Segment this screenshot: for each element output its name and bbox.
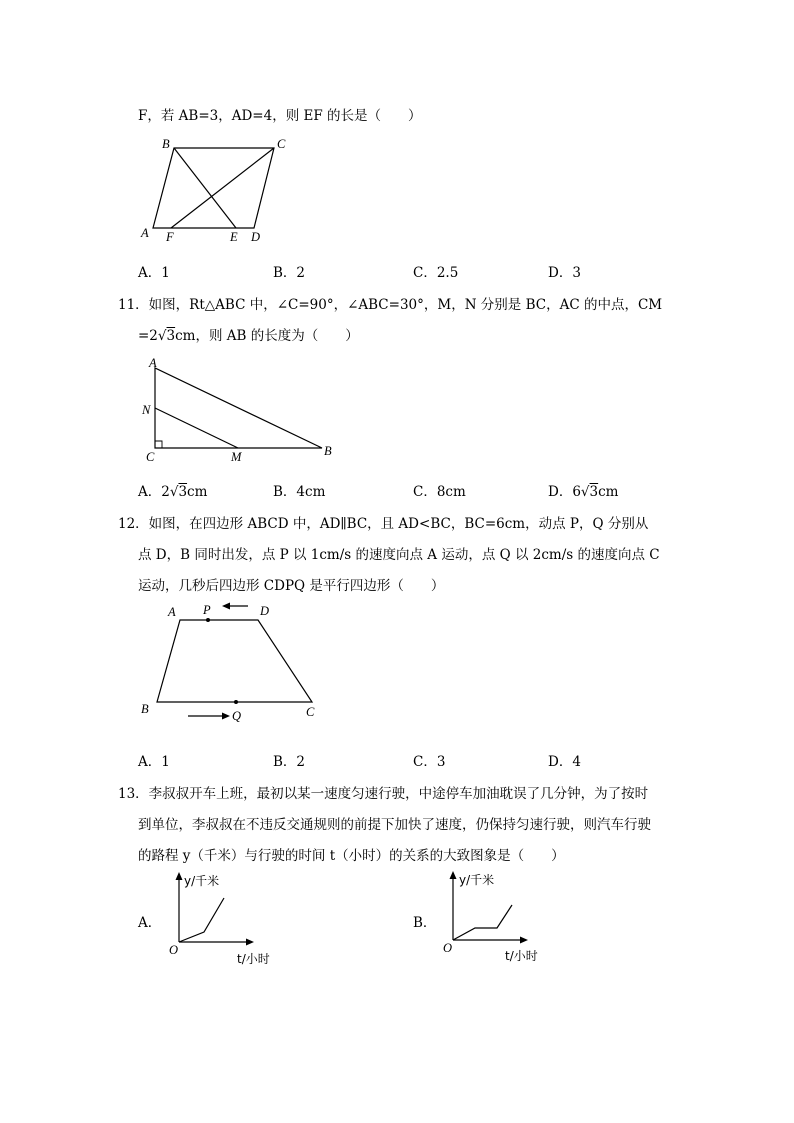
q11-segment-nm xyxy=(155,408,238,448)
q11-label-b: B xyxy=(324,444,332,458)
q12-option-c[interactable]: C．3 xyxy=(413,754,446,770)
q10-parallelogram-figure xyxy=(140,134,300,244)
q12-option-b[interactable]: B．2 xyxy=(273,754,306,770)
q10-line-cf xyxy=(171,148,274,228)
q11-option-b[interactable]: B．4cm xyxy=(273,484,326,500)
q12-point-q xyxy=(234,700,238,704)
q12-point-p xyxy=(206,618,210,622)
q13-stem-line2: 到单位，李叔叔在不违反交通规则的前提下加快了速度，仍保持匀速行驶，则汽车行驶 xyxy=(138,817,651,833)
q11-option-d-pre: D．6 xyxy=(548,484,581,500)
q11-triangle xyxy=(155,368,322,448)
q13-b-curve xyxy=(453,905,512,940)
q13-b-t-label: t/小时 xyxy=(505,949,538,963)
q11-stem-radicand: 3 xyxy=(166,328,176,344)
q11-option-a-pre: A．2 xyxy=(138,484,170,500)
q11-triangle-figure xyxy=(140,356,340,466)
q11-stem-line1: 11．如图，Rt△ABC 中，∠C=90°，∠ABC=30°，M，N 分别是 BC，AC 的中点，CM xyxy=(118,297,663,313)
q12-label-p: P xyxy=(203,603,211,617)
q11-option-a[interactable] xyxy=(138,480,207,500)
q11-option-d[interactable] xyxy=(548,480,619,500)
q12-label-b: B xyxy=(141,702,149,716)
q12-stem-line3: 运动，几秒后四边形 CDPQ 是平行四边形（ ） xyxy=(138,578,445,594)
q10-option-c[interactable]: C．2.5 xyxy=(413,265,459,281)
q13-a-curve xyxy=(179,898,224,942)
q10-option-d[interactable]: D．3 xyxy=(548,265,581,281)
q11-option-a-post: cm xyxy=(187,484,208,500)
q12-option-a[interactable]: A．1 xyxy=(138,754,170,770)
q12-trapezoid xyxy=(157,620,312,702)
q11-option-d-post: cm xyxy=(598,484,619,500)
sqrt-sign: √ xyxy=(580,484,590,500)
q12-trapezoid-figure xyxy=(140,598,330,728)
q10-option-b[interactable]: B．2 xyxy=(273,265,306,281)
q10-label-d: D xyxy=(251,230,261,244)
q10-label-f: F xyxy=(166,230,174,244)
q10-label-b: B xyxy=(162,137,170,151)
arrow-right-icon xyxy=(222,713,230,720)
q11-label-c: C xyxy=(146,450,155,464)
sqrt-sign: √ xyxy=(157,328,167,344)
arrow-up-icon xyxy=(450,871,457,879)
q13-a-t-label: t/小时 xyxy=(237,952,270,966)
q12-stem-line2: 点 D，B 同时出发，点 P 以 1cm/s 的速度向点 A 运动，点 Q 以 2cm/s 的速度向点 C xyxy=(138,547,660,563)
q13-stem-line3: 的路程 y（千米）与行驶的时间 t（小时）的关系的大致图象是（ ） xyxy=(138,848,565,864)
q11-option-d-radicand: 3 xyxy=(589,484,599,500)
q13-a-y-label: y/千米 xyxy=(184,874,220,888)
arrow-left-icon xyxy=(222,603,230,610)
q11-label-m: M xyxy=(231,450,242,464)
q13-b-origin: O xyxy=(443,941,453,955)
q12-label-q: Q xyxy=(232,709,242,723)
q13-b-y-label: y/千米 xyxy=(459,873,495,887)
q12-label-d: D xyxy=(260,604,270,618)
q11-label-n: N xyxy=(142,403,151,417)
arrow-right-icon xyxy=(246,939,254,946)
q13-a-origin: O xyxy=(169,943,179,957)
q13-graph-b xyxy=(442,868,552,968)
q12-option-d[interactable]: D．4 xyxy=(548,754,581,770)
q11-stem-line2 xyxy=(138,324,359,344)
q11-stem-line2-post: cm，则 AB 的长度为（ ） xyxy=(175,328,359,344)
arrow-up-icon xyxy=(176,872,183,880)
sqrt-sign: √ xyxy=(169,484,179,500)
q12-stem-line1: 12．如图，在四边形 ABCD 中，AD∥BC，且 AD<BC，BC=6cm，动点 P，Q 分别从 xyxy=(118,516,649,532)
q11-stem-line2-pre: =2 xyxy=(138,328,158,344)
q11-option-c[interactable]: C．8cm xyxy=(413,484,466,500)
q10-parallelogram xyxy=(153,148,274,228)
q10-option-a[interactable]: A．1 xyxy=(138,265,170,281)
q10-line-be xyxy=(174,148,236,228)
q13-graph-a xyxy=(166,868,276,968)
q12-label-c: C xyxy=(306,705,315,719)
q11-label-a: A xyxy=(149,356,157,370)
q10-label-c: C xyxy=(277,137,286,151)
q11-right-angle-mark xyxy=(155,441,162,448)
q11-option-a-radicand: 3 xyxy=(178,484,188,500)
q13-stem-line1: 13．李叔叔开车上班，最初以某一速度匀速行驶，中途停车加油耽误了几分钟，为了按时 xyxy=(118,786,649,802)
q10-label-e: E xyxy=(230,230,238,244)
q12-label-a: A xyxy=(168,605,176,619)
q10-label-a: A xyxy=(141,226,149,240)
q13-option-a[interactable]: A． xyxy=(138,915,162,931)
q10-stem-tail: F，若 AB=3，AD=4，则 EF 的长是（ ） xyxy=(138,108,422,124)
q13-option-b[interactable]: B． xyxy=(413,915,437,931)
arrow-right-icon xyxy=(520,937,528,944)
